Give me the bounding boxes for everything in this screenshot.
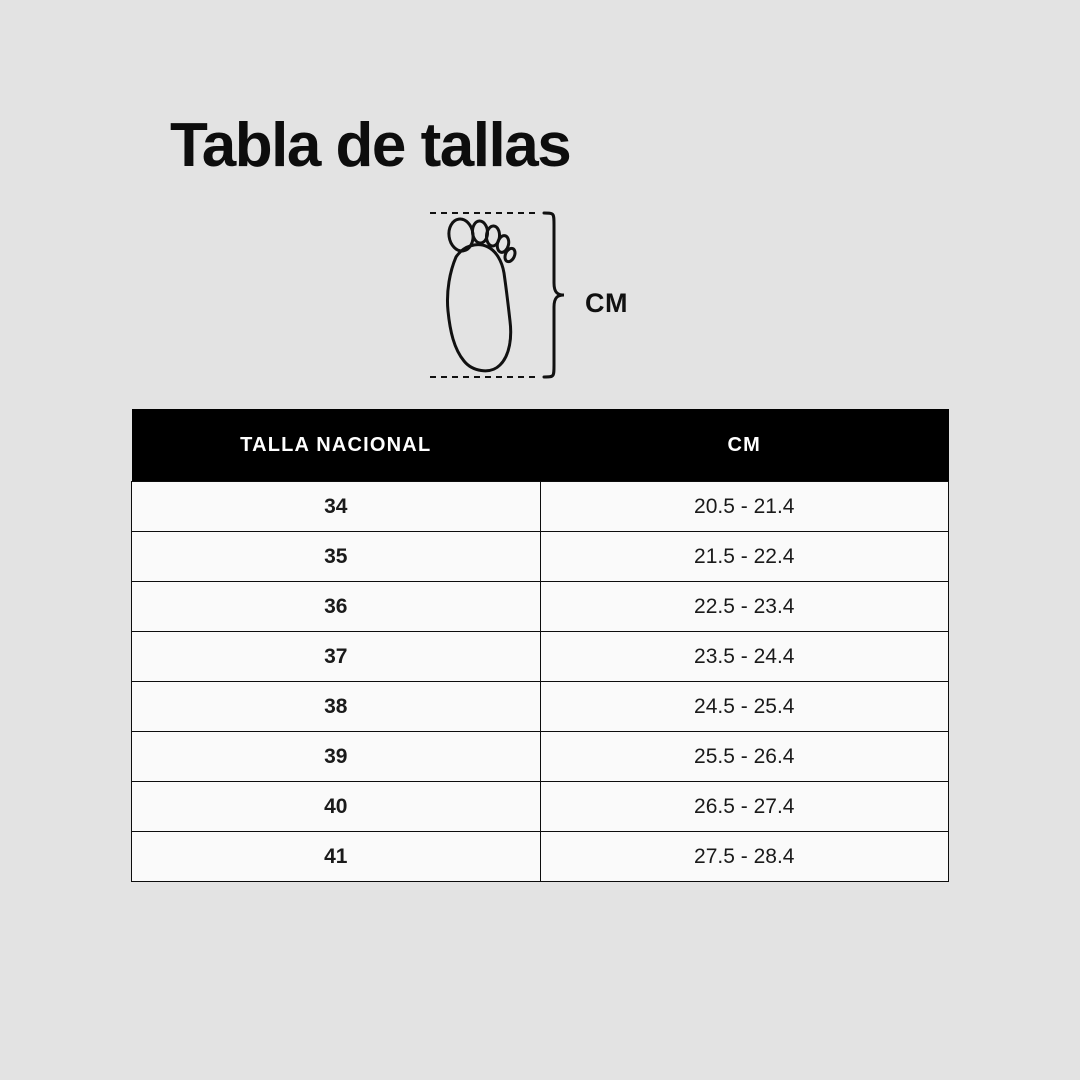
toe-big [447,217,475,252]
foot-sole-outline [447,245,510,371]
table-header [132,409,949,482]
table-row [132,732,949,782]
cell-cm: 24.5 - 25.4 [540,682,949,732]
foot-measure-diagram [420,205,680,395]
table-row [132,482,949,532]
table-row [132,532,949,582]
cell-cm: 22.5 - 23.4 [540,582,949,632]
cell-cm: 25.5 - 26.4 [540,732,949,782]
cell-size: 39 [132,732,541,782]
cm-measure-label: CM [585,288,628,318]
header-talla-nacional: TALLA NACIONAL [132,409,541,482]
cell-cm: 23.5 - 24.4 [540,632,949,682]
size-table [131,409,949,882]
measure-brace [544,213,564,377]
cell-size: 34 [132,482,541,532]
table-row [132,832,949,882]
table-row [132,582,949,632]
cell-cm: 20.5 - 21.4 [540,482,949,532]
cell-size: 41 [132,832,541,882]
cell-size: 36 [132,582,541,632]
cell-cm: 26.5 - 27.4 [540,782,949,832]
cell-size: 40 [132,782,541,832]
table-row [132,782,949,832]
header-cm: CM [540,409,949,482]
cell-size: 38 [132,682,541,732]
table-header-row [132,409,949,482]
size-table-wrap [131,409,949,882]
table-row [132,682,949,732]
cell-cm: 21.5 - 22.4 [540,532,949,582]
cell-size: 35 [132,532,541,582]
page-title: Tabla de tallas [170,111,571,180]
table-body [132,482,949,882]
cell-size: 37 [132,632,541,682]
table-row [132,632,949,682]
cell-cm: 27.5 - 28.4 [540,832,949,882]
